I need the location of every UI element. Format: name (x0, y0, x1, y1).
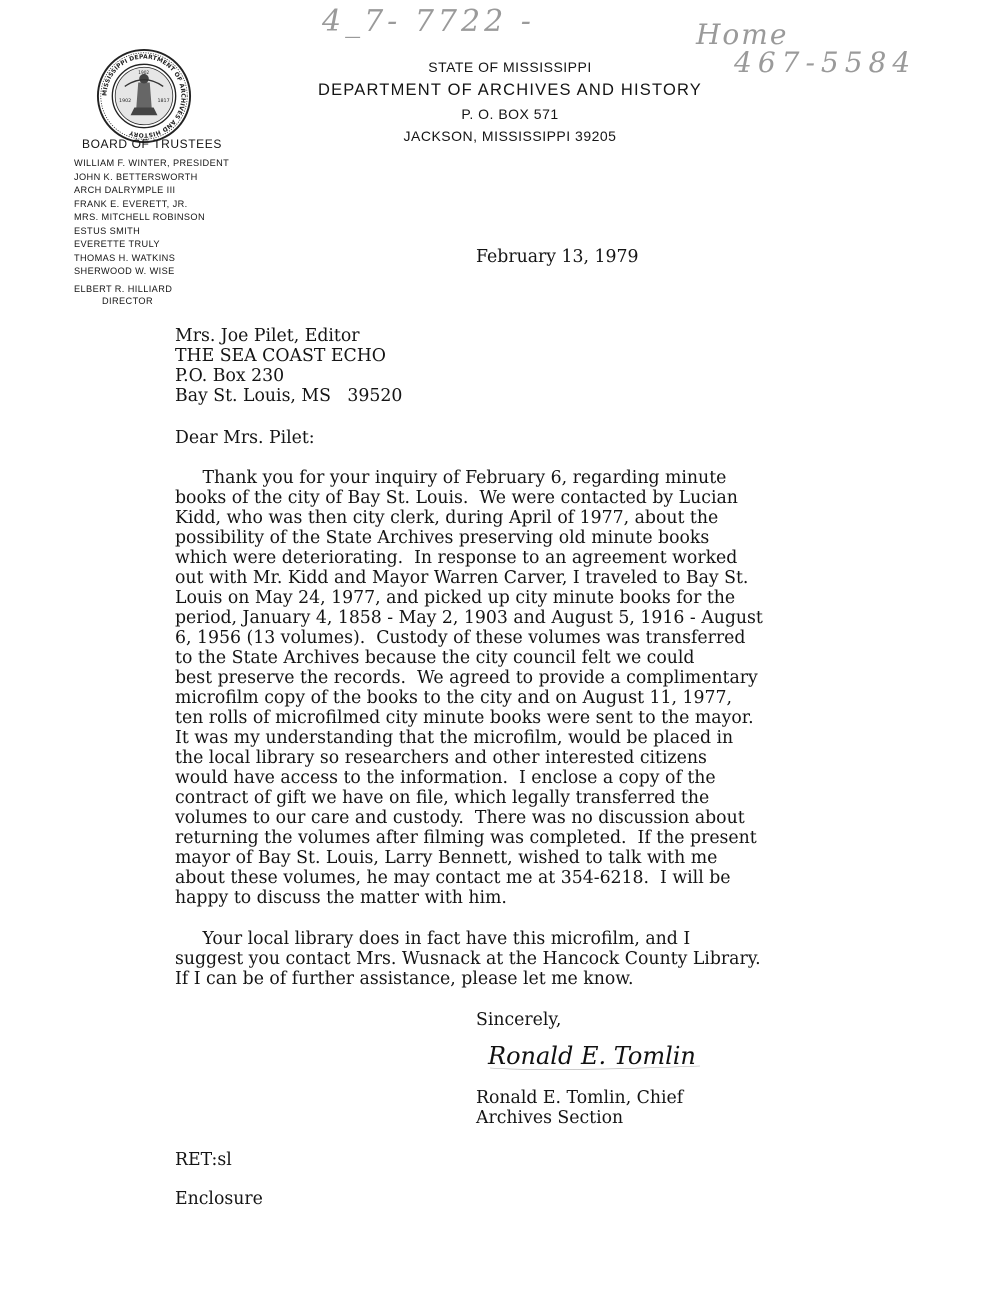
board-member: ESTUS SMITH (74, 225, 141, 236)
director-name: ELBERT R. HILLIARD (74, 284, 173, 294)
body-line: Thank you for your inquiry of February 6, regarding minute (175, 468, 727, 488)
signer-name: Ronald E. Tomlin, Chief (476, 1088, 684, 1108)
reference-initials: RET:sl (175, 1150, 232, 1170)
body-paragraph-1 (175, 468, 763, 908)
board-member: ARCH DALRYMPLE III (74, 185, 176, 195)
letterhead-department: DEPARTMENT OF ARCHIVES AND HISTORY (317, 81, 702, 99)
board-member: MRS. MITCHELL ROBINSON (74, 212, 205, 222)
salutation: Dear Mrs. Pilet: (175, 428, 315, 448)
board-title: BOARD OF TRUSTEES (82, 137, 222, 151)
body-line: It was my understanding that the microfilm, would be placed in (175, 728, 734, 748)
body-line: out with Mr. Kidd and Mayor Warren Carver, I traveled to Bay St. (175, 568, 749, 588)
body-line: best preserve the records. We agreed to provide a complimentary (175, 668, 758, 688)
board-members (74, 157, 229, 279)
board-member: EVERETTE TRULY (74, 239, 160, 249)
body-line: would have access to the information. I enclose a copy of the (175, 768, 716, 788)
body-line: microfilm copy of the books to the city and on August 11, 1977, (175, 688, 732, 708)
board-member: SHERWOOD W. WISE (74, 266, 175, 276)
closing: Sincerely, (476, 1010, 562, 1030)
body-line: volumes to our care and custody. There was no discussion about (175, 808, 745, 828)
body-line: suggest you contact Mrs. Wusnack at the Hancock County Library. (175, 949, 761, 969)
seal-ring-text: MISSISSIPPI DEPARTMENT OF ARCHIVES AND HISTORY (101, 53, 187, 139)
signature-text: Ronald E. Tomlin (488, 1042, 696, 1070)
letter-date: February 13, 1979 (476, 247, 639, 267)
handwritten-phone-number: 4_7- 7722 - (322, 4, 535, 39)
address-line: Bay St. Louis, MS 39520 (175, 386, 403, 406)
handwritten-signature (486, 1036, 706, 1074)
address-line: THE SEA COAST ECHO (175, 346, 386, 366)
seal-year-left: 1902 (119, 98, 132, 104)
body-line: to the State Archives because the city council felt we could (175, 648, 695, 668)
seal-year-right: 1817 (157, 98, 170, 104)
letterhead-po-box: P. O. BOX 571 (461, 106, 559, 122)
address-line: Mrs. Joe Pilet, Editor (175, 326, 360, 346)
body-line: Your local library does in fact have this microfilm, and I (175, 929, 691, 949)
body-line: books of the city of Bay St. Louis. We were contacted by Lucian (175, 488, 738, 508)
body-line: about these volumes, he may contact me at 354-6218. I will be (175, 868, 731, 888)
enclosure-note: Enclosure (175, 1189, 263, 1209)
body-line: happy to discuss the matter with him. (175, 888, 507, 908)
inside-address (175, 326, 402, 406)
board-member: FRANK E. EVERETT, JR. (74, 198, 188, 209)
address-line: P.O. Box 230 (175, 366, 285, 386)
body-paragraph-2 (175, 929, 761, 989)
department-seal-icon (96, 48, 192, 144)
board-member: WILLIAM F. WINTER, PRESIDENT (74, 158, 230, 168)
body-line: contract of gift we have on file, which legally transferred the (175, 788, 710, 808)
seal-year-top: 1902 (138, 70, 150, 76)
director-title: DIRECTOR (102, 296, 154, 306)
body-line: 6, 1956 (13 volumes). Custody of these volumes was transferred (175, 628, 746, 648)
handwritten-home-label: Home (696, 18, 789, 51)
body-line: returning the volumes after filming was completed. If the present (175, 828, 757, 848)
body-line: possibility of the State Archives preserving old minute books (175, 528, 710, 548)
board-member: JOHN K. BETTERSWORTH (74, 171, 198, 182)
letterhead-city: JACKSON, MISSISSIPPI 39205 (403, 128, 617, 144)
body-line: mayor of Bay St. Louis, Larry Bennett, wished to talk with me (175, 848, 718, 868)
body-line: the local library so researchers and other interested citizens (175, 748, 707, 768)
body-line: period, January 4, 1858 - May 2, 1903 and August 5, 1916 - August (175, 608, 763, 628)
board-member: THOMAS H. WATKINS (74, 252, 176, 263)
body-line: ten rolls of microfilmed city minute books were sent to the mayor. (175, 708, 754, 728)
body-line: Louis on May 24, 1977, and picked up city minute books for the (175, 588, 736, 608)
signer-title: Archives Section (476, 1108, 624, 1128)
body-line: which were deteriorating. In response to an agreement worked (175, 548, 738, 568)
letterhead-state: STATE OF MISSISSIPPI (428, 59, 592, 75)
body-line: Kidd, who was then city clerk, during April of 1977, about the (175, 508, 719, 528)
handwritten-home-phone: 467-5584 (734, 46, 917, 79)
body-line: If I can be of further assistance, please let me know. (175, 969, 634, 989)
